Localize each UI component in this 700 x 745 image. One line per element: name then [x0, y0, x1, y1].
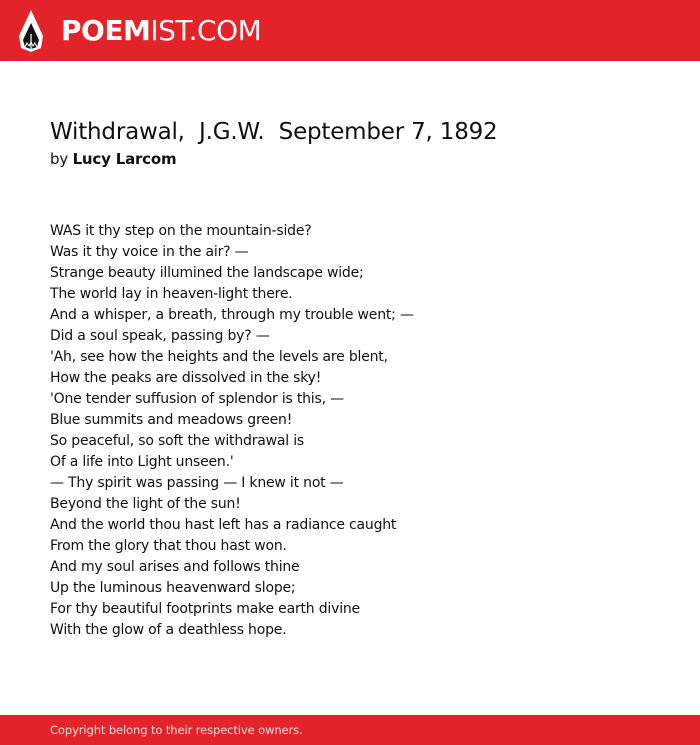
poem-body [50, 221, 670, 641]
site-logo-link[interactable] [18, 9, 261, 52]
poem-line: 'Ah, see how the heights and the levels are blent, [50, 349, 388, 365]
poem-line: Was it thy voice in the air? — [50, 244, 249, 260]
poem-line: 'One tender suffusion of splendor is this, — [50, 391, 344, 407]
poem-line: Did a soul speak, passing by? — [50, 328, 270, 344]
logo-light-text: IST.COM [150, 13, 262, 47]
poem-content [50, 117, 670, 641]
site-header [0, 0, 700, 61]
by-label: by [50, 150, 68, 168]
site-logo-text [61, 13, 262, 47]
poem-title: Withdrawal, J.G.W. September 7, 1892 [50, 119, 498, 145]
poem-line: The world lay in heaven-light there. [50, 286, 293, 302]
copyright-text: Copyright belong to their respective owners. [50, 723, 303, 737]
poem-line: WAS it thy step on the mountain-side? [50, 223, 312, 239]
poem-line: How the peaks are dissolved in the sky! [50, 370, 322, 386]
poem-line: And my soul arises and follows thine [50, 559, 300, 575]
logo-bold-text: POEM [61, 13, 151, 47]
poem-line: Up the luminous heavenward slope; [50, 580, 296, 596]
author-link[interactable]: Lucy Larcom [72, 150, 177, 168]
fountain-pen-nib-icon [18, 10, 44, 52]
poem-line: — Thy spirit was passing — I knew it not — [50, 475, 344, 491]
poem-line: With the glow of a deathless hope. [50, 622, 287, 638]
poem-line: For thy beautiful footprints make earth divine [50, 601, 360, 617]
byline [50, 149, 670, 169]
poem-line: Strange beauty illumined the landscape wide; [50, 265, 364, 281]
site-footer [0, 715, 700, 745]
poem-line: Blue summits and meadows green! [50, 412, 293, 428]
poem-line: So peaceful, so soft the withdrawal is [50, 433, 304, 449]
poem-line: And the world thou hast left has a radiance caught [50, 517, 397, 533]
poem-line: From the glory that thou hast won. [50, 538, 287, 554]
poem-line: Beyond the light of the sun! [50, 496, 241, 512]
poem-line: Of a life into Light unseen.' [50, 454, 234, 470]
poem-line: And a whisper, a breath, through my trouble went; — [50, 307, 414, 323]
